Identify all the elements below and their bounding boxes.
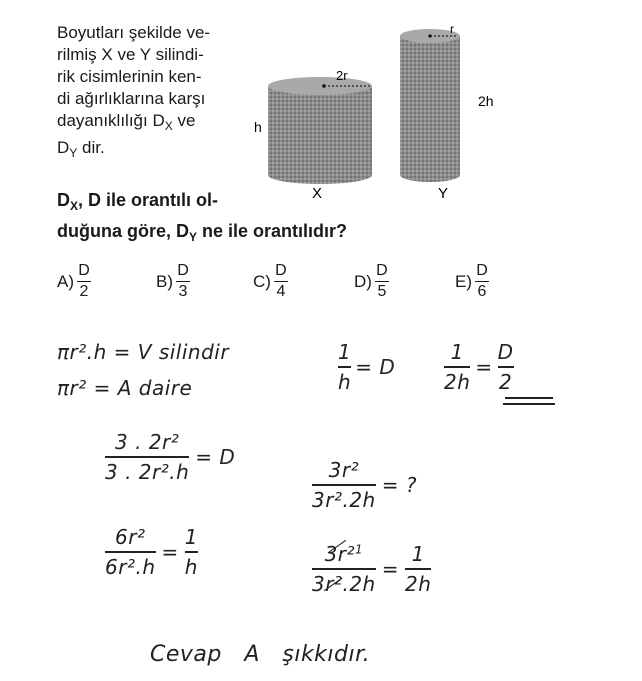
denominator: 5 xyxy=(377,283,387,300)
hand-fraction xyxy=(405,542,431,596)
hand-fraction xyxy=(338,340,351,394)
cylinder-figure xyxy=(250,20,520,205)
question-text: , D ile orantılı ol- xyxy=(78,190,219,210)
fraction-bar xyxy=(338,366,351,368)
numerator: 1 xyxy=(338,340,352,364)
equals-sign: = xyxy=(161,540,179,564)
problem-line: rilmiş X ve Y silindi- xyxy=(57,45,204,64)
problem-text: D xyxy=(57,138,70,157)
option-fraction xyxy=(475,262,489,301)
numerator: 1 xyxy=(184,525,198,549)
denominator: 2h xyxy=(405,572,432,596)
denominator: h xyxy=(184,555,198,579)
problem-text: dayanıklılığı D xyxy=(57,111,165,130)
denominator: 3r².2h xyxy=(312,572,376,596)
numerator: 3r² xyxy=(328,458,360,482)
hand-fraction xyxy=(444,340,470,394)
subscript: X xyxy=(164,119,173,133)
option-fraction xyxy=(176,262,190,301)
numerator-wrap xyxy=(325,542,364,566)
option-a[interactable] xyxy=(57,262,91,301)
fraction-bar xyxy=(176,281,190,282)
denominator: 3 xyxy=(178,283,188,300)
hand-equation-1 xyxy=(338,340,395,394)
option-fraction xyxy=(375,262,389,301)
x-radius-label: 2r xyxy=(336,68,348,83)
problem-line xyxy=(57,110,257,137)
equals-sign: = xyxy=(381,557,399,581)
numerator: D xyxy=(78,262,90,279)
question-line xyxy=(57,188,457,219)
question xyxy=(57,188,457,250)
denominator: 4 xyxy=(276,283,286,300)
subscript: Y xyxy=(189,230,198,244)
fraction-bar xyxy=(375,281,389,282)
denominator: 3r².2h xyxy=(312,488,376,512)
hand-fraction xyxy=(312,542,376,596)
hand-fraction xyxy=(312,458,376,512)
hand-answer-line: Cevap A şıkkıdır. xyxy=(150,642,371,667)
y-height-label: 2h xyxy=(478,93,494,109)
fraction-bar xyxy=(475,281,489,282)
fraction-bar xyxy=(77,281,91,282)
option-e[interactable] xyxy=(455,262,489,301)
option-fraction xyxy=(274,262,288,301)
hand-fraction xyxy=(105,525,156,579)
denominator: h xyxy=(338,370,352,394)
numerator: D xyxy=(376,262,388,279)
problem-line: Boyutları şekilde ve- xyxy=(57,23,211,42)
denominator: 2h xyxy=(444,370,471,394)
hand-fraction xyxy=(105,430,189,484)
problem-text: dir. xyxy=(77,138,105,157)
answer-underline xyxy=(505,397,553,399)
fraction-bar xyxy=(405,568,431,570)
cancel-superscript: 1 xyxy=(355,542,364,557)
numerator: 1 xyxy=(411,542,425,566)
fraction-bar xyxy=(274,281,288,282)
y-name-label: Y xyxy=(438,185,449,202)
problem-line xyxy=(57,137,257,164)
numerator: 3r² xyxy=(324,542,356,566)
cylinder-x xyxy=(268,77,372,184)
fraction-bar xyxy=(312,568,376,570)
hand-fraction-2 xyxy=(312,458,417,512)
hand-rhs: = D xyxy=(355,355,396,379)
denominator: 6r².h xyxy=(105,555,156,579)
question-text: ne ile orantılıdır? xyxy=(197,221,348,241)
equals-sign: = xyxy=(475,355,493,379)
fraction-bar xyxy=(105,456,189,458)
answer-underline xyxy=(503,403,555,405)
hand-rhs: = D xyxy=(195,445,236,469)
option-letter: B) xyxy=(156,271,173,291)
y-radius-label: r xyxy=(450,22,454,36)
hand-fraction-1 xyxy=(105,430,235,484)
fraction-bar xyxy=(185,551,198,553)
fraction-bar xyxy=(498,366,514,368)
x-height-label: h xyxy=(254,119,262,135)
cylinder-y xyxy=(400,29,460,182)
numerator: 1 xyxy=(450,340,464,364)
hand-fraction-3 xyxy=(105,525,198,579)
option-letter: A) xyxy=(57,271,74,291)
question-line xyxy=(57,219,457,250)
numerator: D xyxy=(497,340,514,364)
numerator: 3 . 2r² xyxy=(115,430,180,454)
denominator: 6 xyxy=(477,283,487,300)
hand-fraction xyxy=(185,525,198,579)
problem-text: ve xyxy=(172,111,196,130)
numerator: 6r² xyxy=(115,525,146,549)
subscript: X xyxy=(70,199,79,213)
hand-rhs: = ? xyxy=(381,473,417,497)
option-letter: C) xyxy=(253,271,271,291)
numerator: D xyxy=(275,262,287,279)
numerator: D xyxy=(177,262,189,279)
option-letter: E) xyxy=(455,271,472,291)
fraction-bar xyxy=(312,484,376,486)
subscript: Y xyxy=(69,146,78,160)
question-text: D xyxy=(57,190,70,210)
option-d[interactable] xyxy=(354,262,389,301)
problem-line: di ağırlıklarına karşı xyxy=(57,89,206,108)
fraction-bar xyxy=(105,551,156,553)
option-fraction xyxy=(77,262,91,301)
denominator: 2 xyxy=(499,370,513,394)
denominator: 2 xyxy=(79,283,89,300)
hand-fraction-4 xyxy=(312,542,431,596)
option-letter: D) xyxy=(354,271,372,291)
fraction-bar xyxy=(444,366,470,368)
option-c[interactable] xyxy=(253,262,288,301)
numerator: D xyxy=(476,262,488,279)
hand-formula-volume: πr².h = V silindir xyxy=(57,340,230,364)
problem-line: rik cisimlerinin ken- xyxy=(57,67,202,86)
question-text: duğuna göre, D xyxy=(57,221,189,241)
denominator: 3 . 2r².h xyxy=(105,460,190,484)
x-name-label: X xyxy=(312,185,323,202)
hand-formula-area: πr² = A daire xyxy=(57,376,193,400)
option-b[interactable] xyxy=(156,262,190,301)
hand-equation-2 xyxy=(444,340,514,394)
hand-answer-fraction xyxy=(498,340,514,394)
problem-statement xyxy=(57,22,257,164)
